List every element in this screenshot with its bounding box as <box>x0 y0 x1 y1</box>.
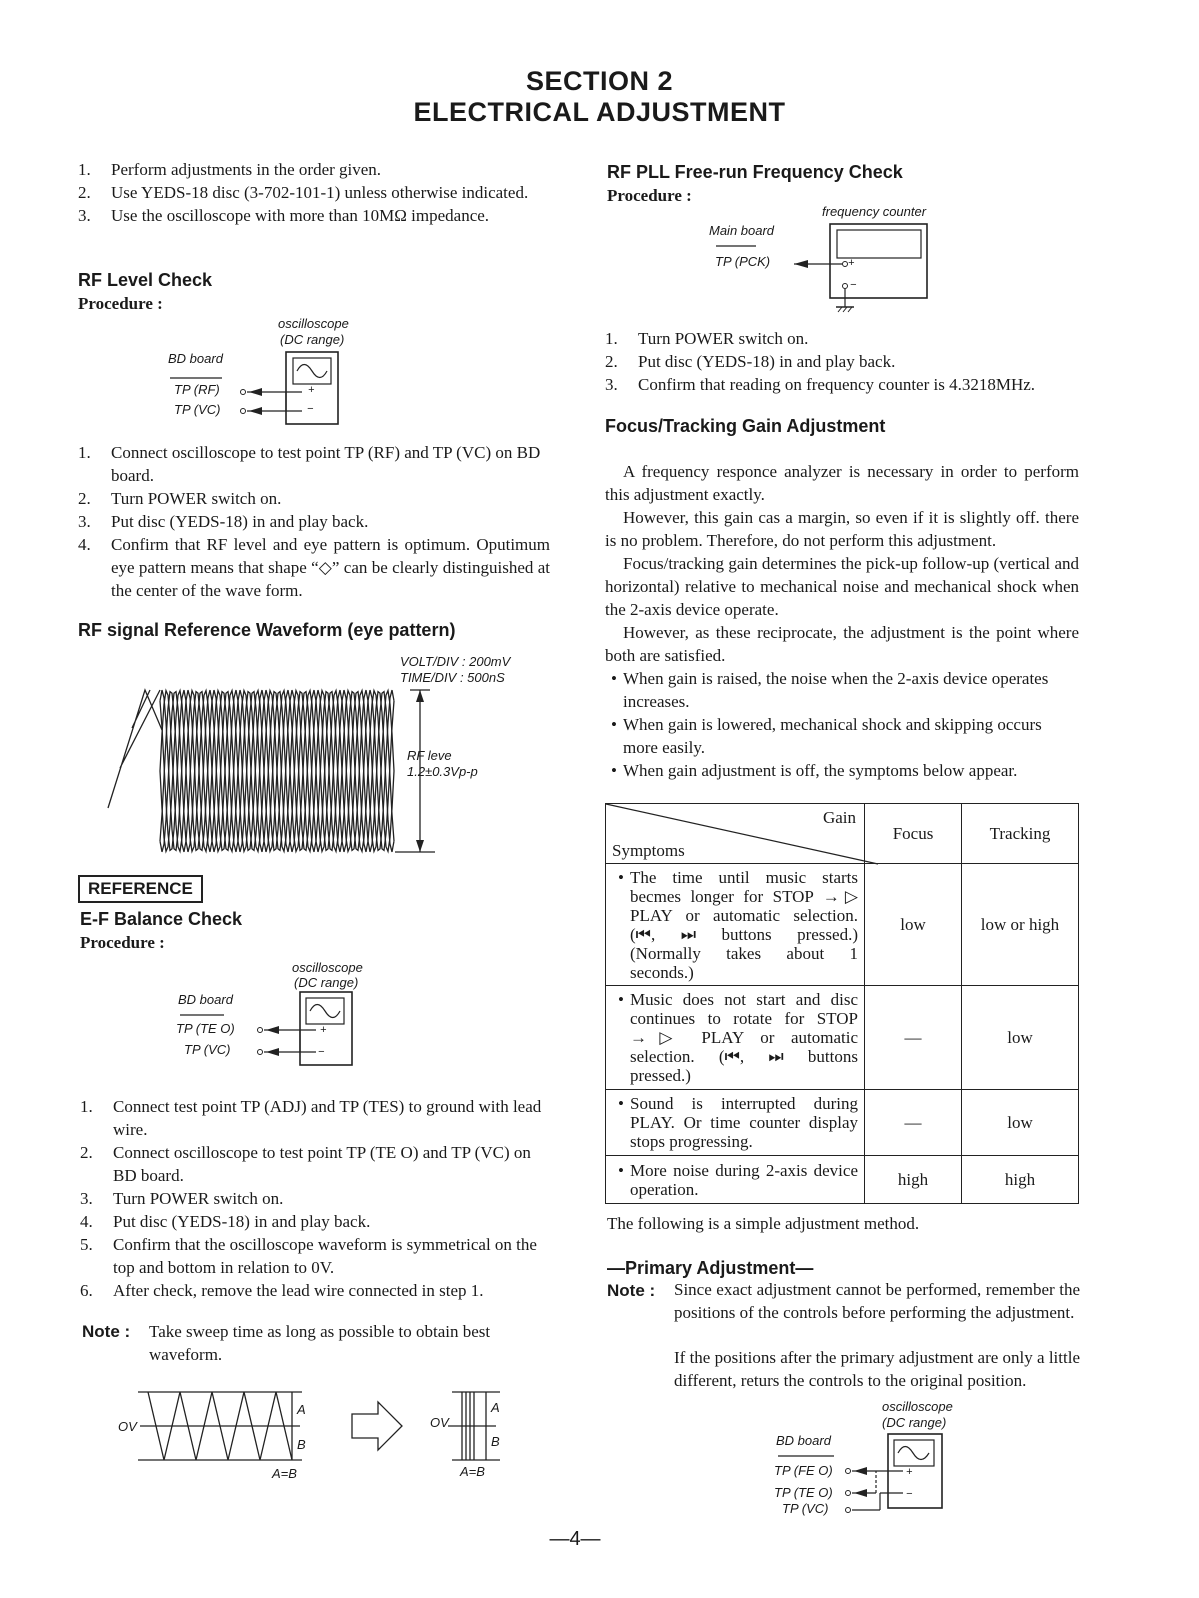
list-item: 1. Turn POWER switch on. <box>605 329 809 348</box>
board-label: BD board <box>178 992 233 1007</box>
table-footnote: The following is a simple adjustment method. <box>607 1214 920 1233</box>
note-text: Take sweep time as long as possible to obtain best waveform. <box>149 1322 491 1364</box>
symptom-text: • More noise during 2-axis device operation. <box>612 1161 858 1199</box>
list-item: 3. Use the oscilloscope with more than 10MΩ impedance. <box>78 206 490 225</box>
list-item: 5. Confirm that the oscilloscope waveform is symmetrical on the top and bottom in relation to 0V. <box>80 1235 537 1277</box>
paragraph: However, this gain cas a margin, so even if it is slightly off. there is no problem. Therefore, do not perform this adjustment. <box>605 508 1079 550</box>
equality-label: A=B <box>272 1466 297 1481</box>
time-div-label: TIME/DIV : 500nS <box>400 670 505 685</box>
list-item: 2. Put disc (YEDS-18) in and play back. <box>605 352 896 371</box>
zero-volt-label: OV <box>118 1419 137 1434</box>
list-item: • When gain adjustment is off, the symptoms below appear. <box>605 759 1079 782</box>
board-label: BD board <box>776 1433 831 1448</box>
test-point-label: TP (PCK) <box>715 254 771 269</box>
focus-tracking-heading: Focus/Tracking Gain Adjustment <box>605 416 886 436</box>
ef-balance-procedure: Procedure : <box>80 933 165 952</box>
test-point-label: TP (VC) <box>782 1501 829 1516</box>
symptom-text: • Sound is interrupted during PLAY. Or time counter display stops progressing. <box>612 1094 858 1151</box>
diagram-label: frequency counter <box>822 204 927 219</box>
diagram-label: oscilloscope <box>278 316 349 331</box>
diagram-label: oscilloscope <box>292 960 363 975</box>
gain-header: Gain <box>822 808 856 827</box>
rf-level-procedure: Procedure : <box>78 294 163 313</box>
test-point-label: TP (VC) <box>184 1042 231 1057</box>
list-item: 4. Put disc (YEDS-18) in and play back. <box>80 1212 371 1231</box>
waveform-heading: RF signal Reference Waveform (eye pattern) <box>78 620 456 640</box>
note-label: Note : <box>82 1322 131 1341</box>
list-item: 4. Confirm that RF level and eye pattern is optimum. Oputimum eye pattern means that shape “◇” can be clearly distinguished at the center of the wave form. <box>78 535 550 600</box>
list-item: 3. Confirm that reading on frequency counter is 4.3218MHz. <box>605 375 1036 394</box>
minus-sign: − <box>318 1046 325 1058</box>
rf-pll-heading: RF PLL Free-run Frequency Check <box>607 162 903 182</box>
note-paragraph: If the positions after the primary adjustment are only a little different, returs the controls to the original position. <box>674 1348 1080 1390</box>
minus-sign: − <box>906 1488 913 1500</box>
rf-level-heading: RF Level Check <box>78 270 213 290</box>
list-item: 1. Connect test point TP (ADJ) and TP (TES) to ground with lead wire. <box>80 1097 542 1139</box>
test-point-label: TP (RF) <box>174 382 220 397</box>
rf-level-value: 1.2±0.3Vp-p <box>407 764 478 779</box>
tracking-column-header: Tracking <box>962 804 1079 864</box>
tracking-value: low <box>962 1090 1079 1156</box>
list-item: 3. Turn POWER switch on. <box>80 1189 284 1208</box>
focus-value: — <box>865 1090 962 1156</box>
list-item: 3. Put disc (YEDS-18) in and play back. <box>78 512 369 531</box>
symptoms-header: Symptoms <box>612 841 685 860</box>
list-item: 6. After check, remove the lead wire connected in step 1. <box>80 1281 484 1300</box>
primary-adjustment-heading: —Primary Adjustment— <box>607 1258 814 1278</box>
paragraph: Focus/tracking gain determines the pick-up follow-up (vertical and horizontal) relative to mechanical noise and mechanical shock when the 2-axis device operate. <box>605 554 1079 619</box>
list-item: • When gain is lowered, mechanical shock and skipping occurs more easily. <box>605 713 1079 759</box>
amplitude-b-label: B <box>297 1437 306 1452</box>
reference-box: REFERENCE <box>78 875 203 903</box>
plus-sign: + <box>848 257 855 269</box>
amplitude-a-label: A <box>297 1402 306 1417</box>
zero-volt-label: OV <box>430 1415 449 1430</box>
tracking-value: low or high <box>962 864 1079 986</box>
plus-sign: + <box>906 1466 913 1478</box>
test-point-label: TP (TE O) <box>176 1021 235 1036</box>
amplitude-a-label: A <box>491 1400 500 1415</box>
list-item: 2. Use YEDS-18 disc (3-702-101-1) unless otherwise indicated. <box>78 183 529 202</box>
symptom-text: • Music does not start and disc continues to rotate for STOP →▷ PLAY or automatic selection. (⏮, ⏭ buttons pressed.) <box>612 990 858 1085</box>
paragraph: A frequency responce analyzer is necessary in order to perform this adjustment exactly. <box>605 462 1079 504</box>
page-number: —4— <box>549 1528 601 1550</box>
board-label: Main board <box>709 223 775 238</box>
test-point-label: TP (VC) <box>174 402 221 417</box>
section-number: SECTION 2 <box>525 66 674 96</box>
tracking-value: low <box>962 986 1079 1090</box>
note-paragraph: Since exact adjustment cannot be performed, remember the positions of the controls before performing the adjustment. <box>674 1280 1080 1322</box>
test-point-label: TP (TE O) <box>774 1485 833 1500</box>
note-label: Note : <box>607 1281 656 1300</box>
plus-sign: + <box>320 1024 327 1036</box>
list-item: 2. Connect oscilloscope to test point TP (TE O) and TP (VC) on BD board. <box>80 1143 531 1185</box>
focus-value: — <box>865 986 962 1090</box>
paragraph: However, as these reciprocate, the adjustment is the point where both are satisfied. <box>605 623 1079 665</box>
diagram-label: (DC range) <box>280 332 345 347</box>
volt-div-label: VOLT/DIV : 200mV <box>400 654 511 669</box>
plus-sign: + <box>308 384 315 396</box>
test-point-label: TP (FE O) <box>774 1463 833 1478</box>
diagram-label: (DC range) <box>882 1415 947 1430</box>
list-item: • When gain is raised, the noise when the 2-axis device operates increases. <box>605 667 1079 713</box>
rf-pll-procedure: Procedure : <box>607 186 692 205</box>
minus-sign: − <box>307 403 314 415</box>
amplitude-b-label: B <box>491 1434 500 1449</box>
ef-balance-heading: E-F Balance Check <box>80 909 243 929</box>
equality-label: A=B <box>460 1464 485 1479</box>
section-title: ELECTRICAL ADJUSTMENT <box>413 97 786 127</box>
list-item: 2. Turn POWER switch on. <box>78 489 282 508</box>
focus-column-header: Focus <box>865 804 962 864</box>
symptom-text: • The time until music starts becmes longer for STOP →▷ PLAY or automatic selection. (⏮, ⏭ buttons pressed.) (Normally takes about 1 seconds.) <box>612 868 858 982</box>
minus-sign: − <box>850 279 857 291</box>
focus-value: low <box>865 864 962 986</box>
list-item: 1. Perform adjustments in the order given. <box>78 160 382 179</box>
rf-level-label: RF leve <box>407 748 452 763</box>
tracking-value: high <box>962 1156 1079 1204</box>
diagram-label: oscilloscope <box>882 1399 953 1414</box>
diagram-label: (DC range) <box>294 975 359 990</box>
focus-value: high <box>865 1156 962 1204</box>
board-label: BD board <box>168 351 223 366</box>
list-item: 1. Connect oscilloscope to test point TP (RF) and TP (VC) on BD board. <box>78 443 541 485</box>
